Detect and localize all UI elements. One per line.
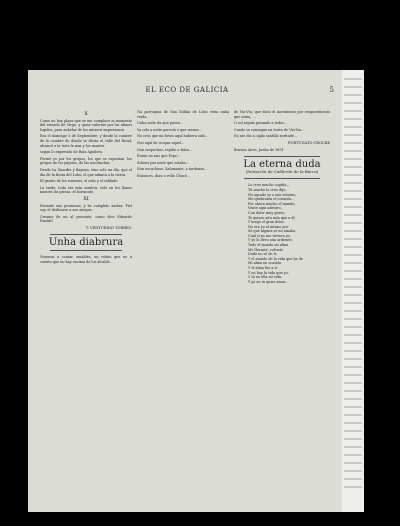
poem-line: Y tú en ella mi vida,	[248, 275, 283, 280]
poem-line: Sé que alguna se no amaba,	[248, 229, 297, 234]
paragraph: de Viu-Viu, que dicio el movimento por resquerimento que arma, ...	[234, 110, 330, 119]
section-number: X	[84, 111, 88, 117]
paragraph: Sobreo pra noite que estaba...	[137, 160, 189, 165]
newspaper-title: EL ECO DE GALICIA	[145, 86, 229, 94]
poem-line: Lo creo mucho cogido—	[248, 183, 290, 188]
divider	[50, 234, 122, 235]
paragraph: Creame de mi al presente, como dice Eduardo Pondal!	[40, 214, 132, 224]
poem-line: Vente aquí adentro,	[248, 206, 282, 211]
paragraph: Nos aquí de ocupar aquel...	[137, 140, 185, 145]
poem-line: Con dolor muy grave,	[248, 210, 286, 215]
poem-line: No era yo el mismo por	[248, 224, 289, 229]
divider	[50, 250, 122, 251]
poem-title: La eterna duda	[243, 159, 321, 171]
poem-line: Mi alma en ocasión	[248, 261, 282, 266]
paragraph: Entón un ano que Pepe...	[137, 154, 181, 159]
fold-text	[344, 78, 362, 498]
column-2	[137, 110, 229, 505]
poem-line: Me quebranta el corazón...	[248, 197, 295, 202]
paragraph: Era el domingo 5 de Septiembre, y desde la cumbre de la cumbre de donde se divisa el valle del Rosal, alcancé a la vista la mar y los montes.	[40, 134, 132, 148]
paragraph: Cando se consegue na horta de Viu-Viu...	[234, 127, 305, 132]
paragraph: Formé yo por los grupos, los que se espantan, los grupos de los pájaros, de las muchachas.	[40, 156, 132, 166]
poem-line: Y yo no te quise amar...	[248, 279, 289, 284]
paragraph: No me dis a ciglio santilla xeritade...	[234, 134, 298, 139]
paragraph: Non escuchase. Xalamante, a tardanza...	[137, 167, 208, 172]
paragraph: segun lo expresión de Ruiz Aguilera.	[40, 150, 104, 155]
paragraph: Non sospechas, repitiu e falou...	[137, 147, 193, 152]
column-1	[40, 110, 132, 505]
poem-body	[234, 183, 330, 284]
dateline: Buenos Aires, Junho de 1891	[234, 147, 284, 152]
poem-line: Por ahora mucho el mundo,	[248, 201, 296, 206]
poem-line: Todo el mundo mi alma	[248, 243, 289, 248]
paragraph: No creo que mi bruto aquí hubiera sido...	[137, 134, 209, 139]
poem-subtitle: (Imitación de Calderón de la Barca)	[245, 168, 319, 174]
poem-line: Me llevaste, volviste	[248, 247, 284, 252]
paragraph: Como no hay plaza que se me complace ni momento del reinado de Virgo, y quise valerme por los afanes logidos, para anhelar de los míseros impresiones.	[40, 118, 132, 132]
paragraph: Na parroquia de San Xulián de Lobo vivía unha viuda...	[137, 110, 229, 119]
poem-line: Y luego el gran dolor	[248, 220, 285, 225]
paragraph: Vivamos a contar, amables, un relato que no a cuento que no hay encima de los alcalde.	[40, 255, 132, 264]
paragraph: Ya cela a noite parecía o que menos...	[137, 127, 202, 132]
poem-line: No agrado yo a mis veintas;	[248, 192, 296, 197]
poem-line: Tú mucho lo creo dijo,	[248, 187, 287, 192]
divider	[244, 178, 320, 179]
article-title: Unha diabrura	[48, 237, 124, 249]
paragraph: Entonces, diau o vello Chucó...	[137, 173, 190, 178]
poem-line: Cual si no me tuviera yo,	[248, 233, 291, 238]
paragraph: El gentío de los romeros, el niño y el soldado.	[40, 179, 119, 184]
page-number: 5	[329, 86, 334, 94]
paragraph: Unha noite da que pasou...	[137, 121, 184, 126]
paragraph: Desde La Guardia y Bayona, vino solo un día, que el dia de la fiesta del Lobo, el que admira a la tierra.	[40, 167, 132, 177]
author-signature: T. VENTURINO TORRES.	[85, 225, 132, 230]
paragraph: O sol seguía pasando a todos...	[234, 121, 288, 126]
column-3	[234, 110, 330, 505]
section-number: XI	[83, 195, 89, 202]
page-header	[40, 86, 334, 98]
poem-line: Y no hay la vida que yo,	[248, 270, 289, 275]
divider	[244, 156, 320, 157]
poem-line: Te quiero aún más que a él;	[248, 215, 296, 220]
poem-line: Y el mundo de la vida que he de	[248, 256, 303, 261]
poem-line: Dudo no sé de ti,	[248, 252, 278, 257]
poem-line: Y yo lo llevo aún ardiente,	[248, 238, 293, 243]
poem-line: Y el alma fue a ir	[248, 266, 278, 271]
author-signature: FORTUNATO CROCKE	[288, 140, 330, 145]
paragraph: La tarde, toda ese más sombra, voló en los llanos montes las piezas, el horizonte.	[40, 185, 132, 195]
paragraph: Formule mis promesas, y he cumplido ambas. Fiel soy, el dedicarse a sus amigos.	[40, 203, 132, 213]
